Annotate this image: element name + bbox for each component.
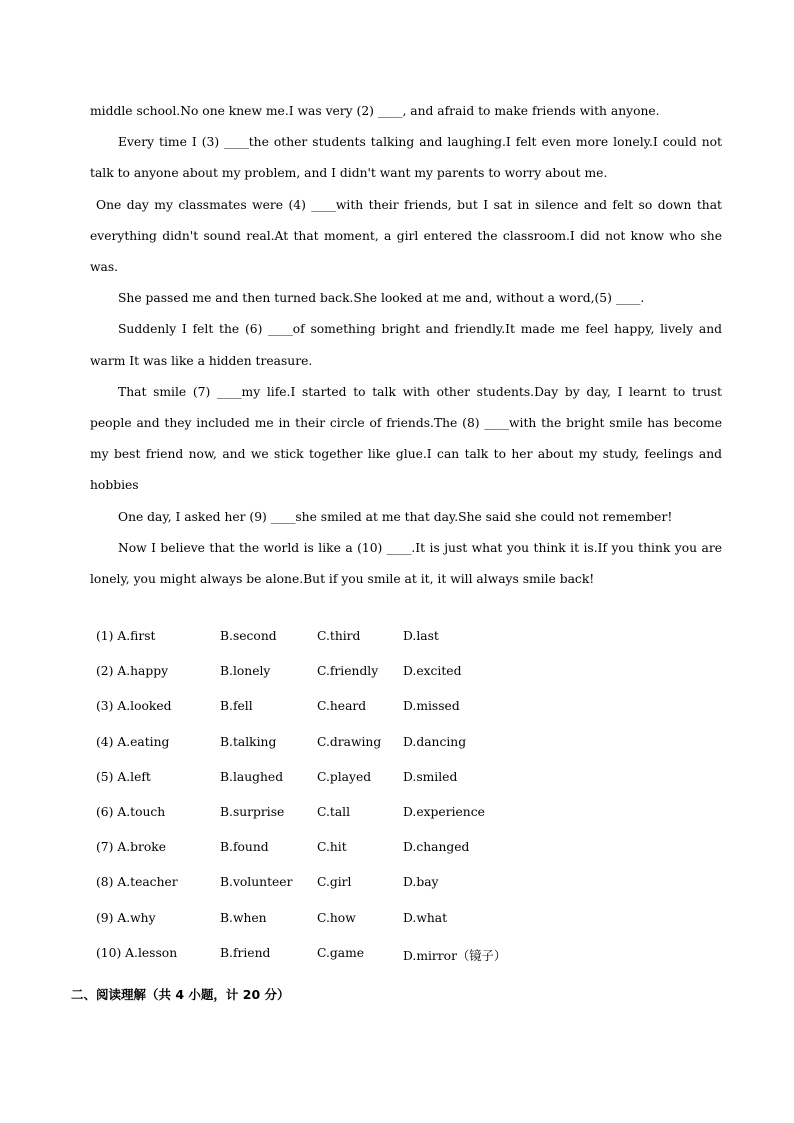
option-row-3 <box>96 699 616 734</box>
option-b: B.volunteer <box>220 875 293 890</box>
option-a-text: A.teacher <box>117 875 178 890</box>
question-number: (5) <box>96 769 114 784</box>
question-number: (4) <box>96 734 114 749</box>
option-a-text: A.lesson <box>125 945 178 960</box>
option-a-text: A.looked <box>117 699 172 714</box>
option-b: B.found <box>220 840 269 855</box>
passage-paragraph-1: middle school.No one knew me.I was very (2) ____, and afraid to make friends with anyone. <box>90 104 660 118</box>
option-a-text: A.happy <box>117 664 169 679</box>
option-row-7 <box>96 840 616 875</box>
question-number: (6) <box>96 804 114 819</box>
answer-options <box>96 629 616 981</box>
option-a <box>96 911 220 925</box>
passage-paragraph-8: Now I believe that the world is like a (10) ____.It is just what you think it is.If you think you are lonely, you might always be alone.But if you smile at it, it will always smile back! <box>90 540 722 587</box>
option-row-2 <box>96 664 616 699</box>
option-a-text: A.touch <box>117 804 166 819</box>
passage-paragraph-6: That smile (7) ____my life.I started to talk with other students.Day by day, I learnt to trust people and they included me in their circle of friends.The (8) ____with the bright smile has become my best friend now, and we stick together like glue.I can talk to her about my study, feelings and hobbies <box>90 384 722 493</box>
option-a-text: A.first <box>117 629 156 643</box>
option-b: B.friend <box>220 945 271 960</box>
option-d: D.last <box>403 629 439 643</box>
question-number: (9) <box>96 910 114 925</box>
passage-paragraph-4: She passed me and then turned back.She looked at me and, without a word,(5) ____. <box>118 291 645 306</box>
option-row-4 <box>96 735 616 770</box>
option-c: C.game <box>317 945 365 960</box>
question-number: (3) <box>96 699 114 714</box>
section-heading-reading: 二、阅读理解（共 4 小题，计 20 分） <box>71 987 290 1002</box>
option-c: C.tall <box>317 804 351 819</box>
option-b: B.laughed <box>220 769 284 784</box>
question-number: (2) <box>96 664 114 679</box>
option-c: C.third <box>317 629 361 643</box>
option-a <box>96 699 220 713</box>
option-b: B.talking <box>220 734 277 749</box>
option-a-text: A.broke <box>117 840 167 855</box>
option-d: D.experience <box>403 804 485 819</box>
option-c: C.hit <box>317 840 347 855</box>
option-c: C.how <box>317 910 356 925</box>
option-c: C.girl <box>317 875 352 890</box>
option-a-text: A.left <box>117 769 151 784</box>
option-d: D.mirror（镜子） <box>403 948 507 963</box>
option-a-text: A.why <box>117 910 156 925</box>
option-a <box>96 664 220 678</box>
passage-paragraph-3: One day my classmates were (4) ____with their friends, but I sat in silence and felt so down that everything didn't sound real.At that moment, a girl entered the classroom.I did not know who she was. <box>90 197 722 275</box>
option-b: B.lonely <box>220 664 271 679</box>
option-d: D.excited <box>403 664 462 679</box>
option-row-8 <box>96 875 616 910</box>
option-c: C.friendly <box>317 664 379 679</box>
option-c: C.played <box>317 769 372 784</box>
option-c: C.heard <box>317 699 367 714</box>
question-number: (1) <box>96 629 114 643</box>
option-a <box>96 875 220 889</box>
option-d: D.what <box>403 910 448 925</box>
passage-paragraph-2: Every time I (3) ____the other students talking and laughing.I felt even more lonely.I could not talk to anyone about my problem, and I didn't want my parents to worry about me. <box>90 135 722 181</box>
option-b: B.fell <box>220 699 253 714</box>
passage-paragraph-5: Suddenly I felt the (6) ____of something bright and friendly.It made me feel happy, lively and warm It was like a hidden treasure. <box>90 322 722 368</box>
option-row-1 <box>96 629 616 664</box>
option-a <box>96 840 220 854</box>
passage-paragraph-7: One day, I asked her (9) ____she smiled at me that day.She said she could not remember! <box>118 509 673 524</box>
option-a <box>96 629 220 643</box>
option-a <box>96 946 220 960</box>
option-d: D.dancing <box>403 734 467 749</box>
option-row-10 <box>96 946 616 981</box>
question-number: (10) <box>96 945 122 960</box>
question-number: (8) <box>96 875 114 890</box>
option-b: B.surprise <box>220 804 285 819</box>
option-row-5 <box>96 770 616 805</box>
option-a <box>96 805 220 819</box>
option-row-6 <box>96 805 616 840</box>
option-d: D.bay <box>403 875 439 890</box>
question-number: (7) <box>96 840 114 855</box>
option-d: D.changed <box>403 840 470 855</box>
option-a-text: A.eating <box>117 734 170 749</box>
cloze-passage <box>90 96 722 595</box>
option-c: C.drawing <box>317 734 382 749</box>
option-b: B.when <box>220 910 267 925</box>
option-b: B.second <box>220 629 277 643</box>
option-d: D.missed <box>403 699 460 714</box>
option-d: D.smiled <box>403 769 458 784</box>
option-row-9 <box>96 911 616 946</box>
option-a <box>96 735 220 749</box>
option-a <box>96 770 220 784</box>
